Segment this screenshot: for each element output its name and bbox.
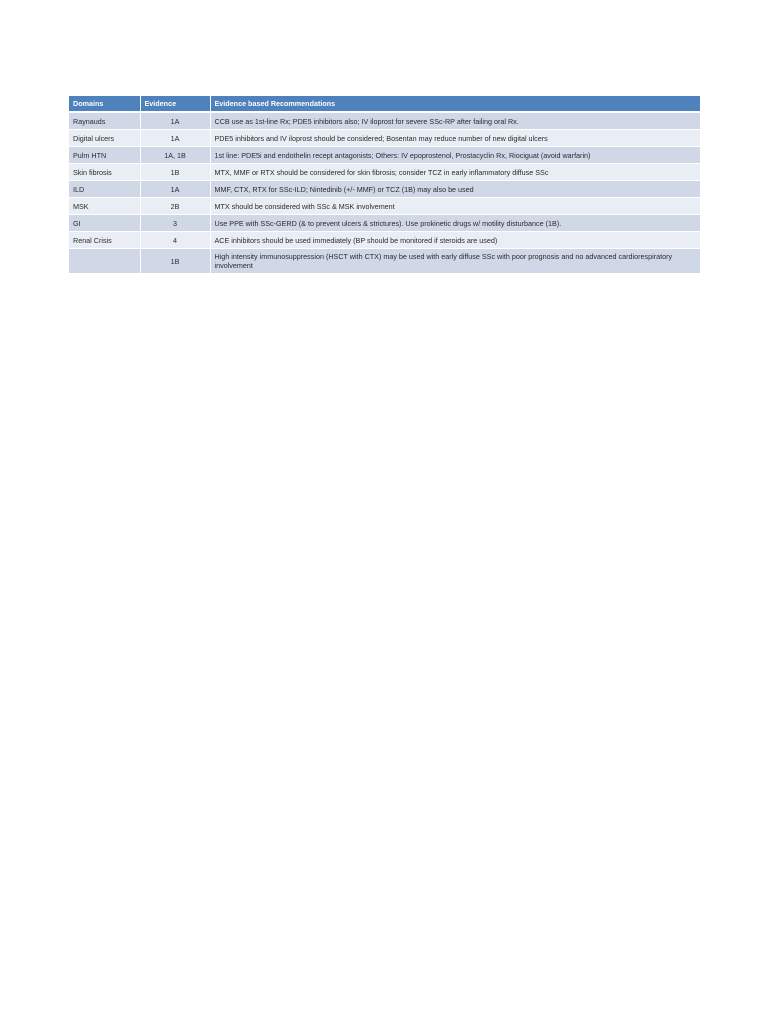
evidence-cell: 1A xyxy=(140,130,210,147)
evidence-cell: 1B xyxy=(140,164,210,181)
recommendation-cell: CCB use as 1st-line Rx; PDE5 inhibitors also; IV iloprost for severe SSc-RP after failing oral Rx. xyxy=(210,112,700,130)
evidence-cell: 3 xyxy=(140,215,210,232)
domain-cell: Raynauds xyxy=(69,112,140,130)
recommendation-cell: 1st line: PDE5i and endothelin recept antagonists; Others: IV epoprostenol, Prostacyclin Rx, Riociguat (avoid warfarin) xyxy=(210,147,700,164)
recommendation-cell: High intensity immunosuppression (HSCT with CTX) may be used with early diffuse SSc with poor prognosis and no advanced cardiorespiratory involvement xyxy=(210,249,700,274)
table-row xyxy=(69,249,700,274)
evidence-cell: 1A xyxy=(140,112,210,130)
recommendation-cell: MMF, CTX, RTX for SSc-ILD; Nintedinib (+/- MMF) or TCZ (1B) may also be used xyxy=(210,181,700,198)
recommendation-cell: MTX, MMF or RTX should be considered for skin fibrosis; consider TCZ in early inflammatory diffuse SSc xyxy=(210,164,700,181)
domain-cell: GI xyxy=(69,215,140,232)
recommendation-cell: PDE5 inhibitors and IV iloprost should be considered; Bosentan may reduce number of new digital ulcers xyxy=(210,130,700,147)
table-row xyxy=(69,198,700,215)
evidence-cell: 1A xyxy=(140,181,210,198)
recommendations-table xyxy=(69,96,700,274)
domain-cell: Digital ulcers xyxy=(69,130,140,147)
domain-cell: Renal Crisis xyxy=(69,232,140,249)
domain-cell xyxy=(69,249,140,274)
evidence-cell: 2B xyxy=(140,198,210,215)
domain-cell: Pulm HTN xyxy=(69,147,140,164)
domain-cell: Skin fibrosis xyxy=(69,164,140,181)
table-row xyxy=(69,164,700,181)
recommendation-cell: ACE inhibitors should be used immediately (BP should be monitored if steroids are used) xyxy=(210,232,700,249)
domain-cell: ILD xyxy=(69,181,140,198)
table-row xyxy=(69,147,700,164)
table-row xyxy=(69,215,700,232)
evidence-cell: 1A, 1B xyxy=(140,147,210,164)
header-domains: Domains xyxy=(69,96,140,112)
evidence-cell: 4 xyxy=(140,232,210,249)
table-header-row xyxy=(69,96,700,112)
table-row xyxy=(69,232,700,249)
evidence-cell: 1B xyxy=(140,249,210,274)
table-row xyxy=(69,130,700,147)
domain-cell: MSK xyxy=(69,198,140,215)
table-row xyxy=(69,112,700,130)
header-recommendations: Evidence based Recommendations xyxy=(210,96,700,112)
table-row xyxy=(69,181,700,198)
recommendation-cell: MTX should be considered with SSc & MSK involvement xyxy=(210,198,700,215)
header-evidence: Evidence xyxy=(140,96,210,112)
recommendation-cell: Use PPE with SSc-GERD (& to prevent ulcers & strictures). Use prokinetic drugs w/ motility disturbance (1B). xyxy=(210,215,700,232)
